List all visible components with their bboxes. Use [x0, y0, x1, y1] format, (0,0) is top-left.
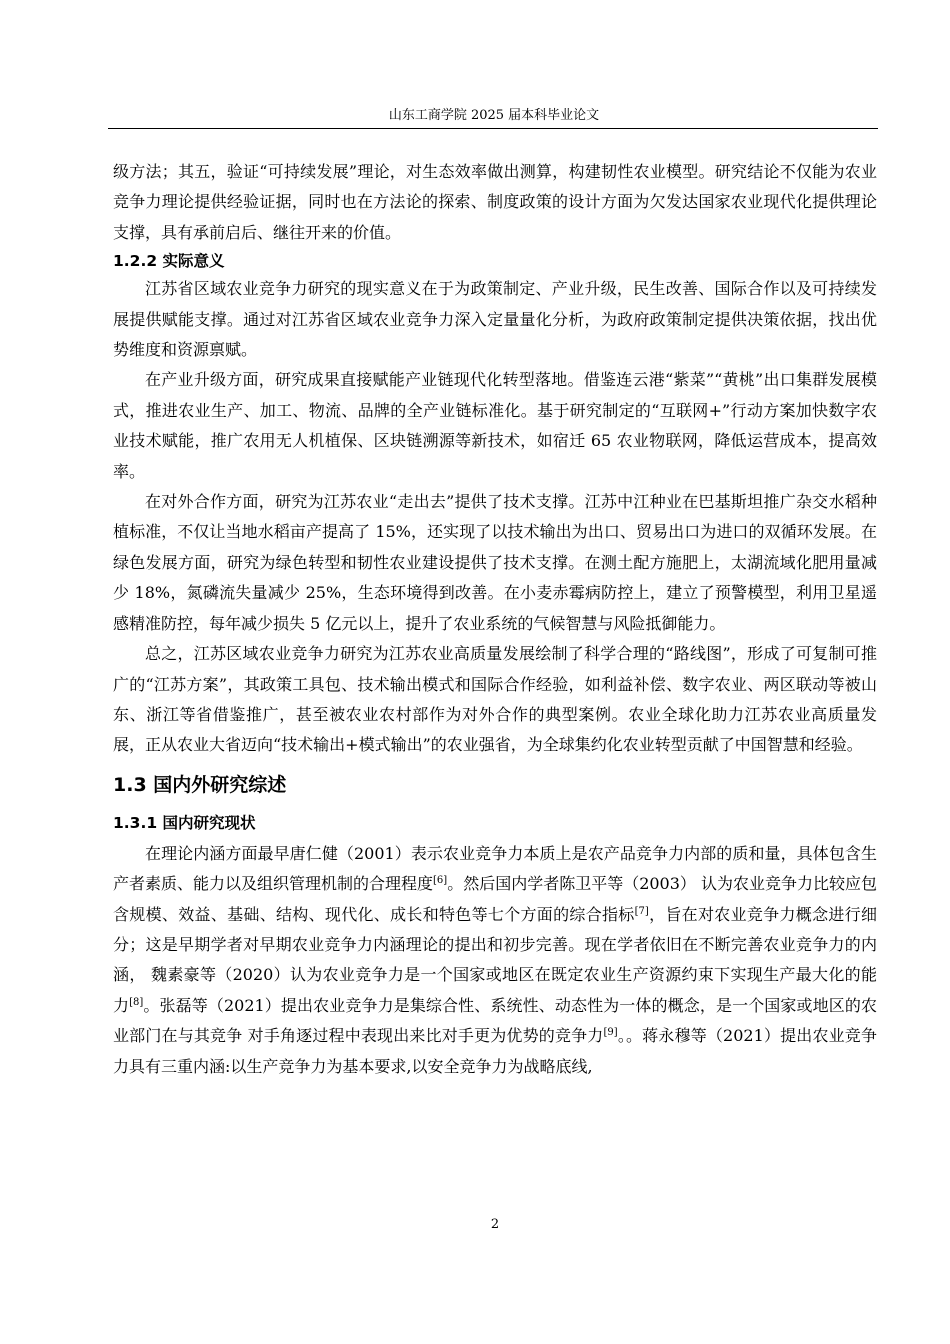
paragraph: 在产业升级方面，研究成果直接赋能产业链现代化转型落地。借鉴连云港“紫菜”“黄桃”出口集群发展模式，推进农业生产、加工、物流、品牌的全产业链标准化。基于研究制定的“互联网+”行动方案加快数字农业技术赋能，推广农用无人机植保、区块链溯源等新技术，如宿迁 65 农业物联网，降低运营成本，提高效率。 — [113, 370, 877, 481]
paragraph: 级方法；其五，验证“可持续发展”理论，对生态效率做出测算，构建韧性农业模型。研究结论不仅能为农业竞争力理论提供经验证据，同时也在方法论的探索、制度政策的设计方面为欠发达国家农业现代化提供理论支撑，具有承前启后、继往开来的价值。 — [113, 162, 877, 242]
citation: [7] — [634, 905, 649, 917]
header-rule — [108, 128, 878, 129]
text-run: ，旨在对农业竞争力概念进行细分；这是早期学者对早期农业竞争力内涵理论的提出和初步完善。现在学者依旧在不断完善农业竞争力的内涵， 魏素豪等（2020）认为农业竞争力是一个国家或地区在既定农业生产资源约束下实现生产最大化的能力 — [113, 904, 877, 1015]
section-heading-1-2-2: 1.2.2 实际意义 — [113, 252, 225, 271]
text-run: 。然后国内学者陈卫平等（2003） 认为农业竞争力比较应包含规模、效益、基础、结构、现代化、成长和特色等七个方面的综合指标 — [113, 874, 877, 924]
page-content — [113, 157, 877, 1082]
citation: [9] — [603, 1027, 618, 1039]
paragraph: 在对外合作方面，研究为江苏农业“走出去”提供了技术支撑。江苏中江种业在巴基斯坦推广杂交水稻种植标准，不仅让当地水稻亩产提高了 15%，还实现了以技术输出为出口、贸易出口为进口的双循环发展。在绿色发展方面，研究为绿色转型和韧性农业建设提供了技术支撑。在测土配方施肥上，太湖流域化肥用量减少 18%，氮磷流失量减少 25%，生态环境得到改善。在小麦赤霉病防控上，建立了预警模型，利用卫星遥感精准防控，每年减少损失 5 亿元以上，提升了农业系统的气候智慧与风险抵御能力。 — [113, 492, 877, 633]
citation: [6] — [433, 875, 448, 887]
citation: [8] — [129, 996, 144, 1008]
paragraph — [113, 839, 877, 1082]
section-heading-1-3-1: 1.3.1 国内研究现状 — [113, 813, 256, 832]
text-run: 在理论内涵方面最早唐仁健（2001）表示农业竞争力本质上是农产品竞争力内部的质和量，具体包含生产者素质、能力以及组织管理机制的合理程度 — [113, 843, 877, 894]
text-run: 。张磊等（2021）提出农业竞争力是集综合性、系统性、动态性为一体的概念，是一个国家或地区的农业部门在与其竞争 对手角逐过程中表现出来比对手更为优势的竞争力 — [113, 995, 877, 1046]
text-run: 。。蒋永穆等（2021）提出农业竞争力具有三重内涵:以生产竞争力为基本要求,以安全竞争力为战略底线, — [113, 1026, 877, 1076]
page-number: 2 — [490, 1217, 500, 1232]
page-header: 山东工商学院 2025 届本科毕业论文 — [388, 108, 600, 123]
paragraph: 江苏省区域农业竞争力研究的现实意义在于为政策制定、产业升级，民生改善、国际合作以及可持续发展提供赋能支撑。通过对江苏省区域农业竞争力深入定量量化分析，为政府政策制定提供决策依据，找出优势维度和资源禀赋。 — [113, 279, 877, 360]
paragraph: 总之，江苏区域农业竞争力研究为江苏农业高质量发展绘制了科学合理的“路线图”，形成了可复制可推广的“江苏方案”，其政策工具包、技术输出模式和国际合作经验，如利益补偿、数字农业、两区联动等被山东、浙江等省借鉴推广，甚至被农业农村部作为对外合作的典型案例。农业全球化助力江苏农业高质量发展，正从农业大省迈向“技术输出+模式输出”的农业强省，为全球集约化农业转型贡献了中国智慧和经验。 — [113, 644, 877, 755]
section-heading-1-3: 1.3 国内外研究综述 — [113, 773, 287, 796]
